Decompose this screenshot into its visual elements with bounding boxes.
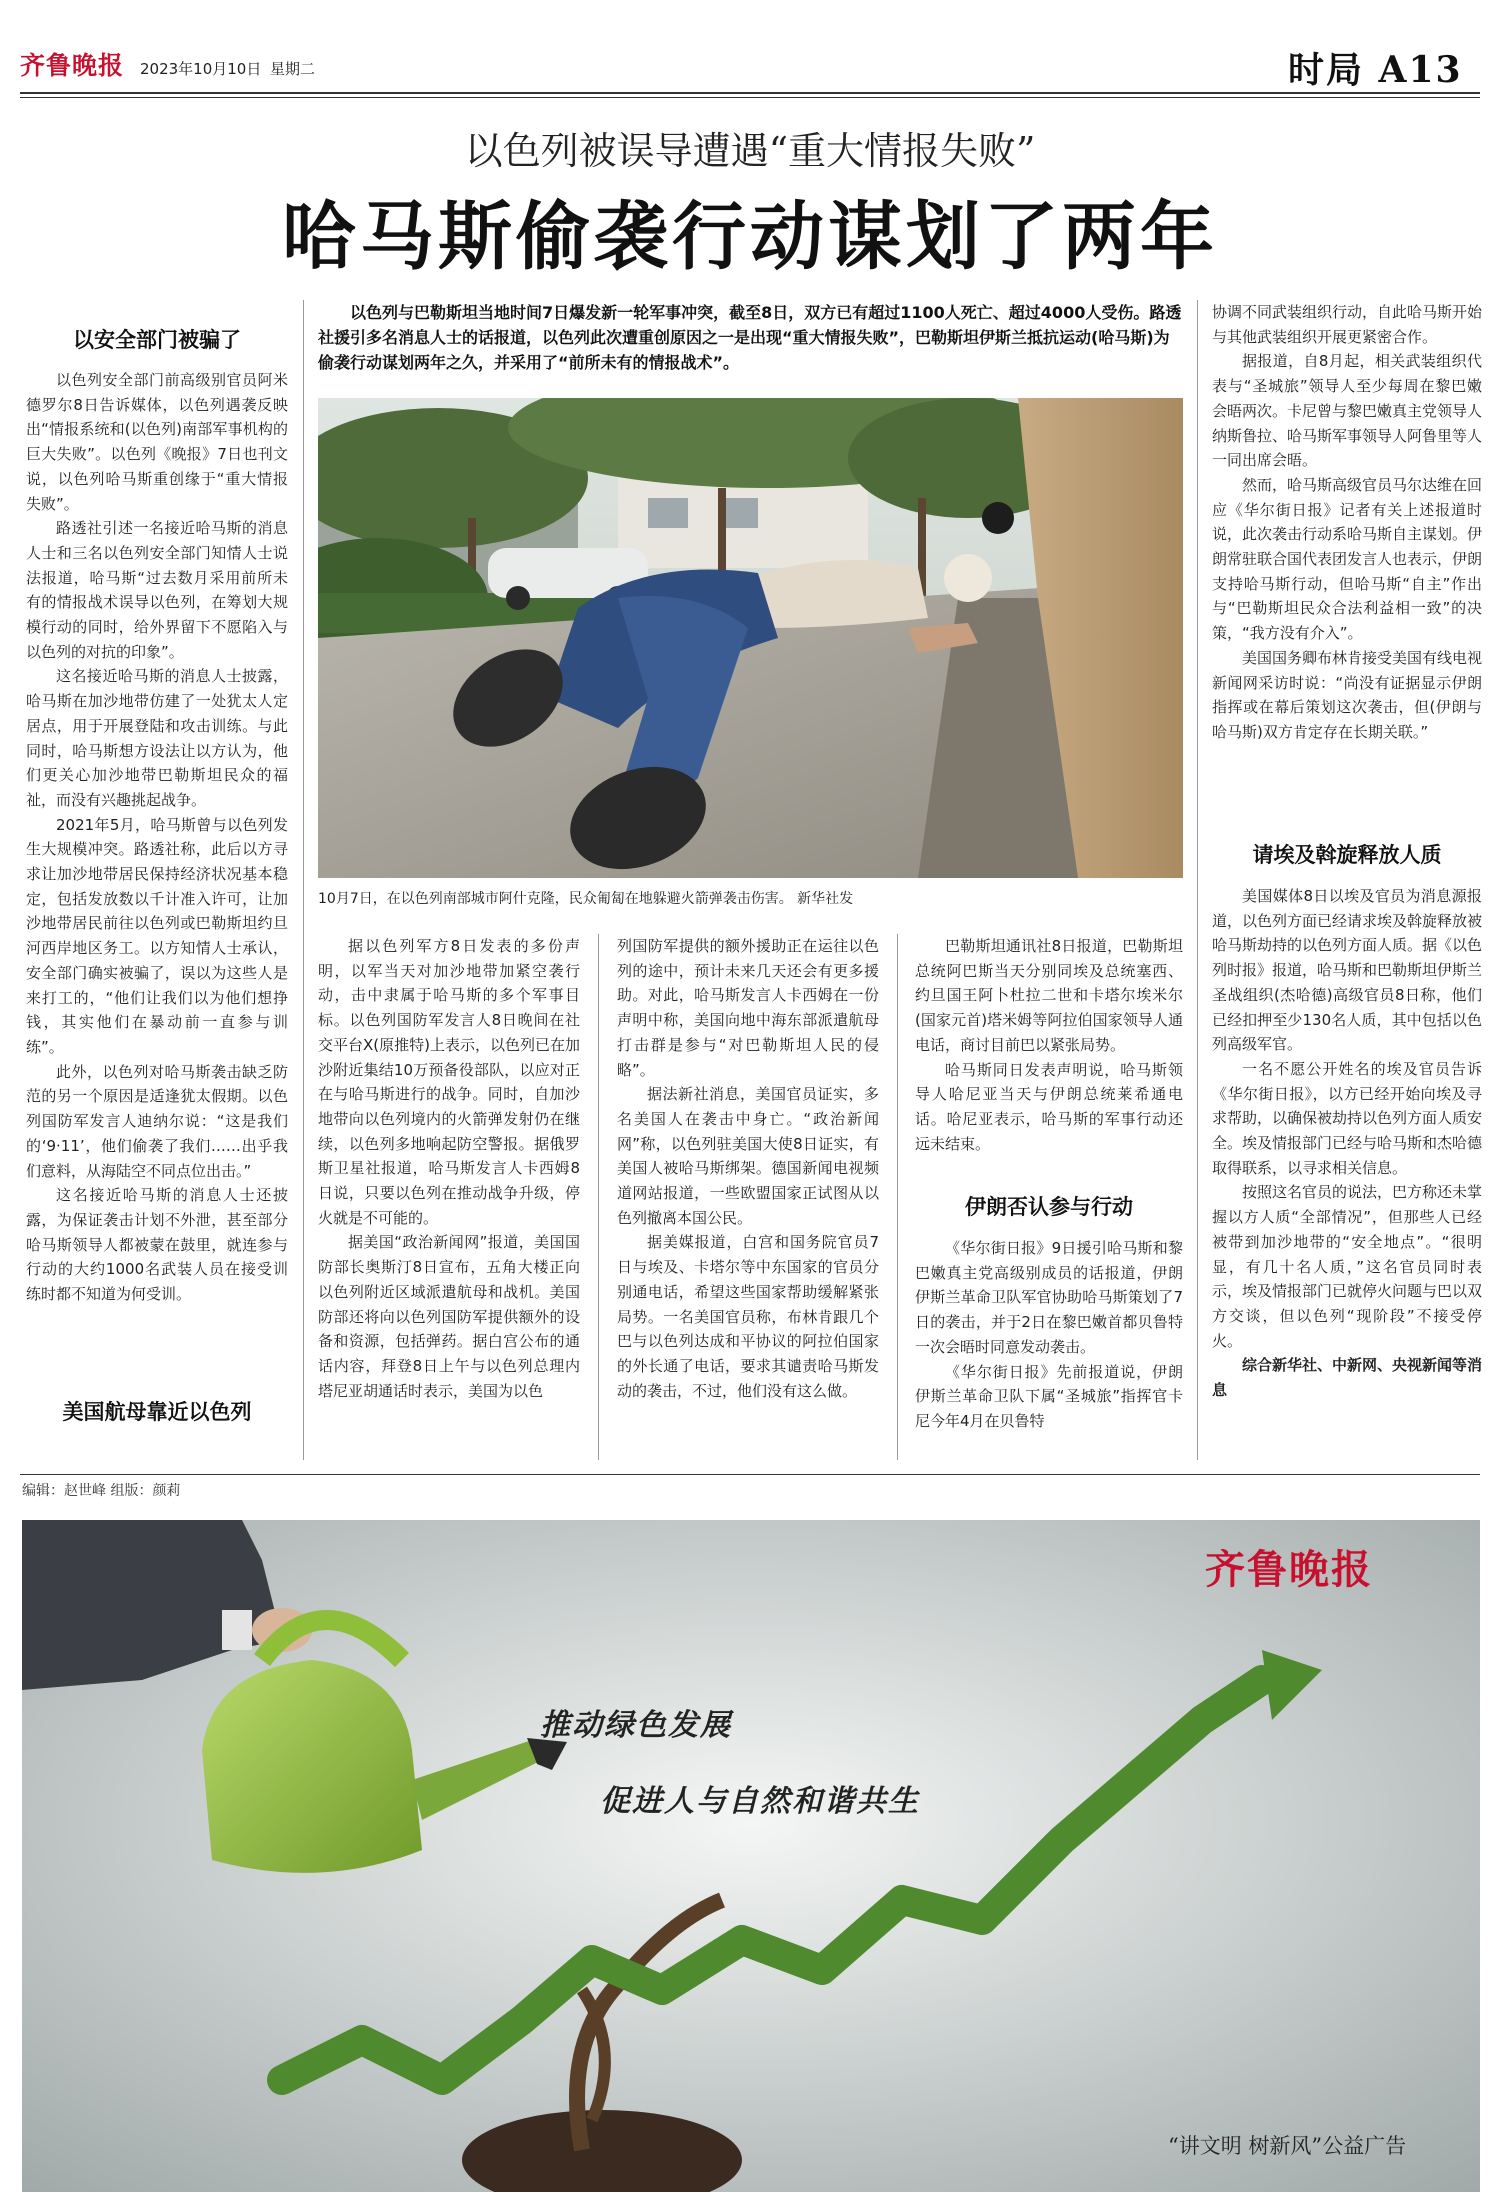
paragraph: 据法新社消息，美国官员证实，多名美国人在袭击中身亡。“政治新闻网”称，以色列驻美国大使8日证实，有美国人被哈马斯绑架。德国新闻电视频道网站报道，一些欧盟国家正试图从以色列撤离本国公民。 — [617, 1085, 879, 1227]
section-page-label: 时局 A13 — [1288, 49, 1463, 91]
column-left — [26, 368, 288, 1307]
ad-slogan-line-1: 推动绿色发展 — [540, 1708, 732, 1743]
ad-tagline: “讲文明 树新风”公益广告 — [1168, 2134, 1407, 2158]
paragraph: 这名接近哈马斯的消息人士还披露，为保证袭击计划不外泄，甚至部分哈马斯领导人都被蒙在鼓里，就连参与行动的大约1000名武装人员在接受训练时都不知道为何受训。 — [26, 1186, 288, 1304]
issue-weekday: 星期二 — [270, 60, 316, 78]
news-photo — [318, 398, 1183, 878]
paragraph: 列国防军提供的额外援助正在运往以色列的途中，预计未来几天还会有更多援助。对此，哈马斯发言人卡西姆在一份声明中称，美国向地中海东部派遣航母打击群是参与“对巴勒斯坦人民的侵略”。 — [617, 937, 879, 1079]
column-bottom-3b — [915, 1236, 1183, 1434]
column-divider — [897, 934, 898, 1460]
masthead-logo: 齐鲁晚报 — [20, 51, 125, 80]
subhead-security-deceived: 以安全部门被骗了 — [73, 327, 241, 352]
public-service-ad — [22, 1520, 1480, 2192]
paragraph: 美国国务卿布林肯接受美国有线电视新闻网采访时说：“尚没有证据显示伊朗指挥或在幕后策划这次袭击，但(伊朗与哈马斯)双方肯定存在长期关联。” — [1212, 648, 1483, 741]
article-lead: 以色列与巴勒斯坦当地时间7日爆发新一轮军事冲突，截至8日，双方已有超过1100人死亡、超过4000人受伤。路透社援引多名消息人士的话报道，以色列此次遭重创原因之一是出现“重大情报失败”，巴勒斯坦伊斯兰抵抗运动(哈马斯)为偷袭行动谋划两年之久，并采用了“前所未有的情报战术”。 — [318, 303, 1182, 372]
paragraph: 按照这名官员的说法，巴方称还未掌握以方人质“全部情况”，但那些人已经被带到加沙地带的“安全地点”。“很明显，有几十名人质，”这名官员同时表示，埃及情报部门已就停火问题与巴以双方交谈，但以色列“现阶段”不接受停火。 — [1212, 1183, 1483, 1350]
article-headline: 哈马斯偷袭行动谋划了两年 — [282, 194, 1218, 280]
paragraph: 以色列安全部门前高级别官员阿米德罗尔8日告诉媒体，以色列遇袭反映出“情报系统和(以色列)南部军事机构的巨大失败”。以色列《晚报》7日也刊文说，以色列哈马斯重创缘于“重大情报失败”。 — [26, 371, 288, 513]
editor-credit: 编辑：赵世峰 组版：颜莉 — [22, 1483, 181, 1499]
paragraph: 据报道，自8月起，相关武装组织代表与“圣城旅”领导人至少每周在黎巴嫩会晤两次。卡尼曾与黎巴嫩真主党领导人纳斯鲁拉、哈马斯军事领导人阿鲁里等人一同出席会晤。 — [1212, 352, 1483, 470]
column-bottom-2 — [617, 934, 879, 1403]
column-bottom-1 — [318, 934, 580, 1403]
article-kicker: 以色列被误导遭遇“重大情报失败” — [464, 129, 1036, 173]
paragraph: 美国媒体8日以埃及官员为消息源报道，以色列方面已经请求埃及斡旋释放被哈马斯劫持的以色列方面人质。据《以色列时报》报道，哈马斯和巴勒斯坦伊斯兰圣战组织(杰哈德)高级官员8日称，他们已经扣押至少130名人质，其中包括以色列高级军官。 — [1212, 887, 1483, 1054]
paragraph: 然而，哈马斯高级官员马尔达维在回应《华尔街日报》记者有关上述报道时说，此次袭击行动系哈马斯自主谋划。伊朗常驻联合国代表团发言人也表示，伊朗支持哈马斯行动，但哈马斯“自主”作出与“巴勒斯坦民众合法利益相一致”的决策，“我方没有介入”。 — [1212, 475, 1483, 643]
source-credit: 综合新华社、中新网、央视新闻等消息 — [1212, 1356, 1483, 1400]
ad-masthead-logo: 齐鲁晚报 — [1205, 1546, 1373, 1593]
paragraph: 2021年5月，哈马斯曾与以色列发生大规模冲突。路透社称，此后以方寻求让加沙地带居民保持经济状况基本稳定，包括发放数以千计准入许可，让加沙地带居民前往以色列或巴勒斯坦约旦河西岸地区务工。以方知情人士承认，安全部门确实被骗了，误以为这些人是来打工的，“他们让我们以为他们想挣钱，其实他们在暴动前一直参与训练”。 — [26, 815, 288, 1056]
column-divider — [303, 300, 304, 1460]
column-divider — [1197, 300, 1198, 1460]
paragraph: 此外，以色列对哈马斯袭击缺乏防范的另一个原因是适逢犹太假期。以色列国防军发言人迪纳尔说：“这是我们的‘9·11’，他们偷袭了我们……出乎我们意料，从海陆空不同点位出击。” — [26, 1062, 288, 1180]
paragraph: 《华尔街日报》先前报道说，伊朗伊斯兰革命卫队下属“圣城旅”指挥官卡尼今年4月在贝鲁特 — [915, 1362, 1183, 1430]
column-divider — [598, 934, 599, 1460]
subhead-us-carrier: 美国航母靠近以色列 — [62, 1399, 252, 1424]
footer-rule — [20, 1474, 1480, 1475]
paragraph: 《华尔街日报》9日援引哈马斯和黎巴嫩真主党高级别成员的话报道，伊朗伊斯兰革命卫队军官协助哈马斯策划了7日的袭击，并于2日在黎巴嫩首都贝鲁特一次会晤时同意发动袭击。 — [915, 1239, 1183, 1356]
subhead-iran-denies: 伊朗否认参与行动 — [965, 1194, 1133, 1219]
column-right-b — [1212, 884, 1482, 1403]
column-bottom-3 — [915, 934, 1183, 1156]
paragraph: 巴勒斯坦通讯社8日报道，巴勒斯坦总统阿巴斯当天分别同埃及总统塞西、约旦国王阿卜杜拉二世和卡塔尔埃米尔(国家元首)塔米姆等阿拉伯国家领导人通电话，商讨目前巴以紧张局势。 — [915, 937, 1183, 1054]
paragraph: 路透社引述一名接近哈马斯的消息人士和三名以色列安全部门知情人士说法报道，哈马斯“过去数月采用前所未有的情报战术误导以色列，在筹划大规模行动的同时，给外界留下不愿陷入与以色列的对抗的印象”。 — [26, 519, 288, 661]
paragraph: 据以色列军方8日发表的多份声明，以军当天对加沙地带加紧空袭行动，击中隶属于哈马斯的多个军事目标。以色列国防军发言人8日晚间在社交平台X(原推特)上表示，以色列已在加沙附近集结10万预备役部队，以应对正在与哈马斯进行的战争。同时，自加沙地带向以色列境内的火箭弹发射仍在继续，以色列多地响起防空警报。据俄罗斯卫星社报道，哈马斯发言人卡西姆8日说，只要以色列在推动战争升级，停火就是不可能的。 — [318, 937, 580, 1227]
paragraph: 哈马斯同日发表声明说，哈马斯领导人哈尼亚当天与伊朗总统莱希通电话。哈尼亚表示，哈马斯的军事行动还远未结束。 — [915, 1060, 1183, 1153]
paragraph: 协调不同武装组织行动，自此哈马斯开始与其他武装组织开展更紧密合作。 — [1212, 303, 1483, 346]
issue-date: 2023年10月10日 — [140, 60, 262, 78]
subhead-egypt-mediate: 请埃及斡旋释放人质 — [1252, 842, 1442, 867]
paragraph: 这名接近哈马斯的消息人士披露，哈马斯在加沙地带仿建了一处犹太人定居点，用于开展登陆和攻击训练。与此同时，哈马斯想方设法让以方认为，他们更关心加沙地带巴勒斯坦民众的福祉，而没有兴趣挑起战争。 — [26, 667, 288, 809]
photo-caption: 10月7日，在以色列南部城市阿什克隆，民众匍匐在地躲避火箭弹袭击伤害。 新华社发 — [318, 891, 854, 907]
ad-slogan-line-2: 促进人与自然和谐共生 — [600, 1784, 920, 1819]
header-rule — [20, 92, 1480, 94]
column-right — [1212, 300, 1482, 745]
paragraph: 据美国“政治新闻网”报道，美国国防部长奥斯汀8日宣布，五角大楼正向以色列附近区域派遣航母和战机。美国防部还将向以色列国防军提供额外的设备和资源，包括弹药。据白宫公布的通话内容，拜登8日上午与以色列总理内塔尼亚胡通话时表示，美国为以色 — [318, 1233, 580, 1400]
paragraph: 一名不愿公开姓名的埃及官员告诉《华尔街日报》，以方已经开始向埃及寻求帮助，以确保被劫持以色列方面人质安全。埃及情报部门已经与哈马斯和杰哈德取得联系，以寻求相关信息。 — [1212, 1059, 1483, 1177]
paragraph: 据美媒报道，白宫和国务院官员7日与埃及、卡塔尔等中东国家的官员分别通电话，希望这些国家帮助缓解紧张局势。一名美国官员称，布林肯跟几个巴与以色列达成和平协议的阿拉伯国家的外长通了电话，要求其谴责哈马斯发动的袭击，不过，他们没有这么做。 — [617, 1233, 879, 1400]
header-rule-thin — [20, 97, 1480, 98]
